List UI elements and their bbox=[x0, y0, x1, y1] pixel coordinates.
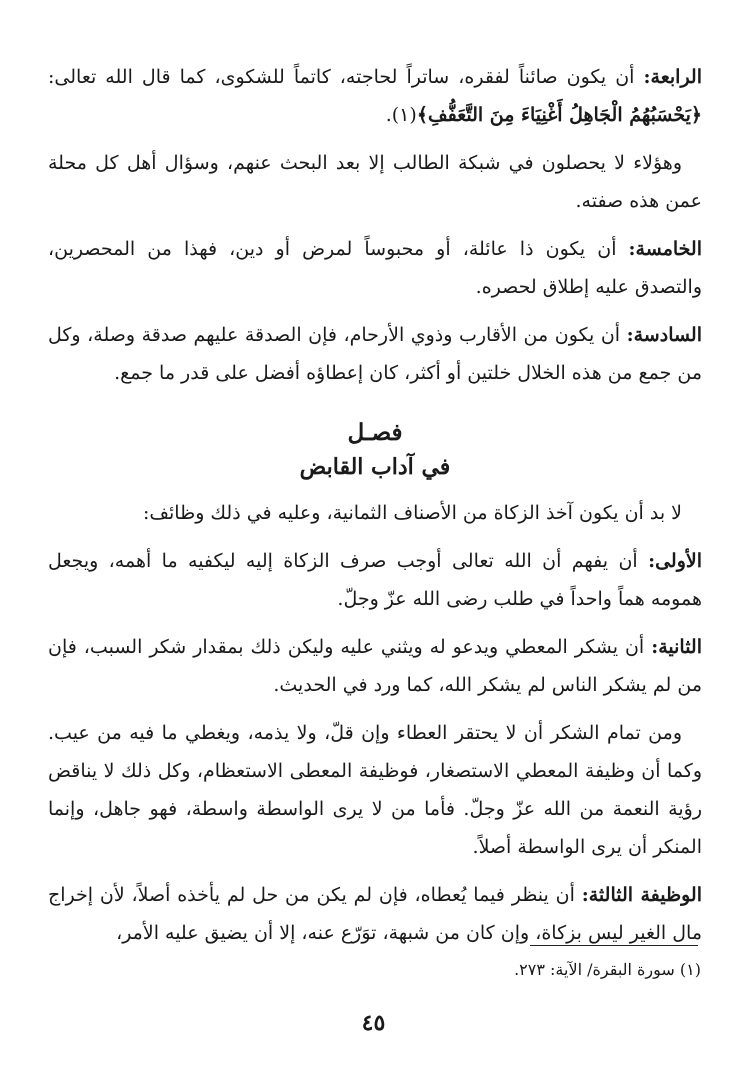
paragraph-text: ومن تمام الشكر أن لا يحتقر العطاء وإن قلّ، ولا يذمه، ويغطي ما فيه من عيب. وكما أن وظيفة المعطي الاستصغار، فوظيفة المعطى الاستعظام، وكل ذلك لا يناقض رؤية النعمة من الله عزّ وجلّ. فأما من لا يرى الواسطة واسطة، فهو جاهل، وإنما المنكر أن يرى الواسطة أصلاً. bbox=[48, 722, 702, 858]
paragraph-fifth bbox=[48, 230, 702, 306]
paragraph-gratitude bbox=[48, 714, 702, 866]
paragraph-label: الثانية: bbox=[651, 636, 702, 658]
paragraph-text: أن يشكر المعطي ويدعو له ويثني عليه وليكن ذلك بمقدار شكر السبب، فإن من لم يشكر الناس لم يشكر الله، كما ورد في الحديث. bbox=[48, 636, 702, 696]
paragraph-third-duty bbox=[48, 876, 702, 952]
section-title: فصـل bbox=[347, 419, 403, 446]
paragraph-fourth bbox=[48, 58, 702, 134]
paragraph-second-duty bbox=[48, 628, 702, 704]
paragraph-text: أن يكون صائناً لفقره، ساتراً لحاجته، كاتماً للشكوى، كما قال الله تعالى: bbox=[48, 66, 644, 88]
paragraph-label: الأولى: bbox=[648, 550, 702, 572]
paragraph-label: الرابعة: bbox=[643, 66, 702, 88]
paragraph-text: لا بد أن يكون آخذ الزكاة من الأصناف الثمانية، وعليه في ذلك وظائف: bbox=[142, 502, 682, 524]
paragraph-text: أن يكون من الأقارب وذوي الأرحام، فإن الصدقة عليهم صدقة وصلة، وكل من جمع من هذه الخلال خلتين أو أكثر، كان إعطاؤه أفضل على قدر ما جمع. bbox=[48, 324, 702, 384]
paragraph-first-duty bbox=[48, 542, 702, 618]
paragraph-seekers bbox=[48, 144, 702, 220]
paragraph-text: أن يفهم أن الله تعالى أوجب صرف الزكاة إليه ليكفيه ما أهمه، ويجعل همومه هماً واحداً في طلب رضى الله عزّ وجلّ. bbox=[48, 550, 702, 610]
paragraph-label: الخامسة: bbox=[628, 238, 702, 260]
section-subtitle: في آداب القابض bbox=[299, 454, 451, 480]
quran-verse: ﴿يَحْسَبُهُمُ الْجَاهِلُ أَغْنِيَاءَ مِنَ التَّعَفُّفِ﴾ bbox=[416, 104, 702, 126]
page-body bbox=[48, 58, 702, 962]
paragraph-label: السادسة: bbox=[626, 324, 702, 346]
paragraph-intro bbox=[48, 494, 702, 532]
paragraph-label: الوظيفة الثالثة: bbox=[581, 884, 702, 906]
footnote-marker: (١). bbox=[385, 104, 417, 126]
footnote: (١) سورة البقرة/ الآية: ٢٧٣. bbox=[514, 960, 701, 979]
paragraph-text: أن يكون ذا عائلة، أو محبوساً لمرض أو دين، فهذا من المحصرين، والتصدق عليه إطلاق لحصره. bbox=[48, 238, 702, 298]
page-number: ٤٥ bbox=[361, 1010, 386, 1036]
paragraph-text: أن ينظر فيما يُعطاه، فإن لم يكن من حل لم يأخذه أصلاً، لأن إخراج مال الغير ليس بزكاة، وإن كان من شبهة، توَرّع عنه، إلا أن يضيق عليه الأمر، bbox=[48, 884, 702, 944]
footnote-divider bbox=[530, 945, 698, 946]
paragraph-sixth bbox=[48, 316, 702, 392]
paragraph-text: وهؤلاء لا يحصلون في شبكة الطالب إلا بعد البحث عنهم، وسؤال أهل كل محلة عمن هذه صفته. bbox=[48, 152, 702, 212]
